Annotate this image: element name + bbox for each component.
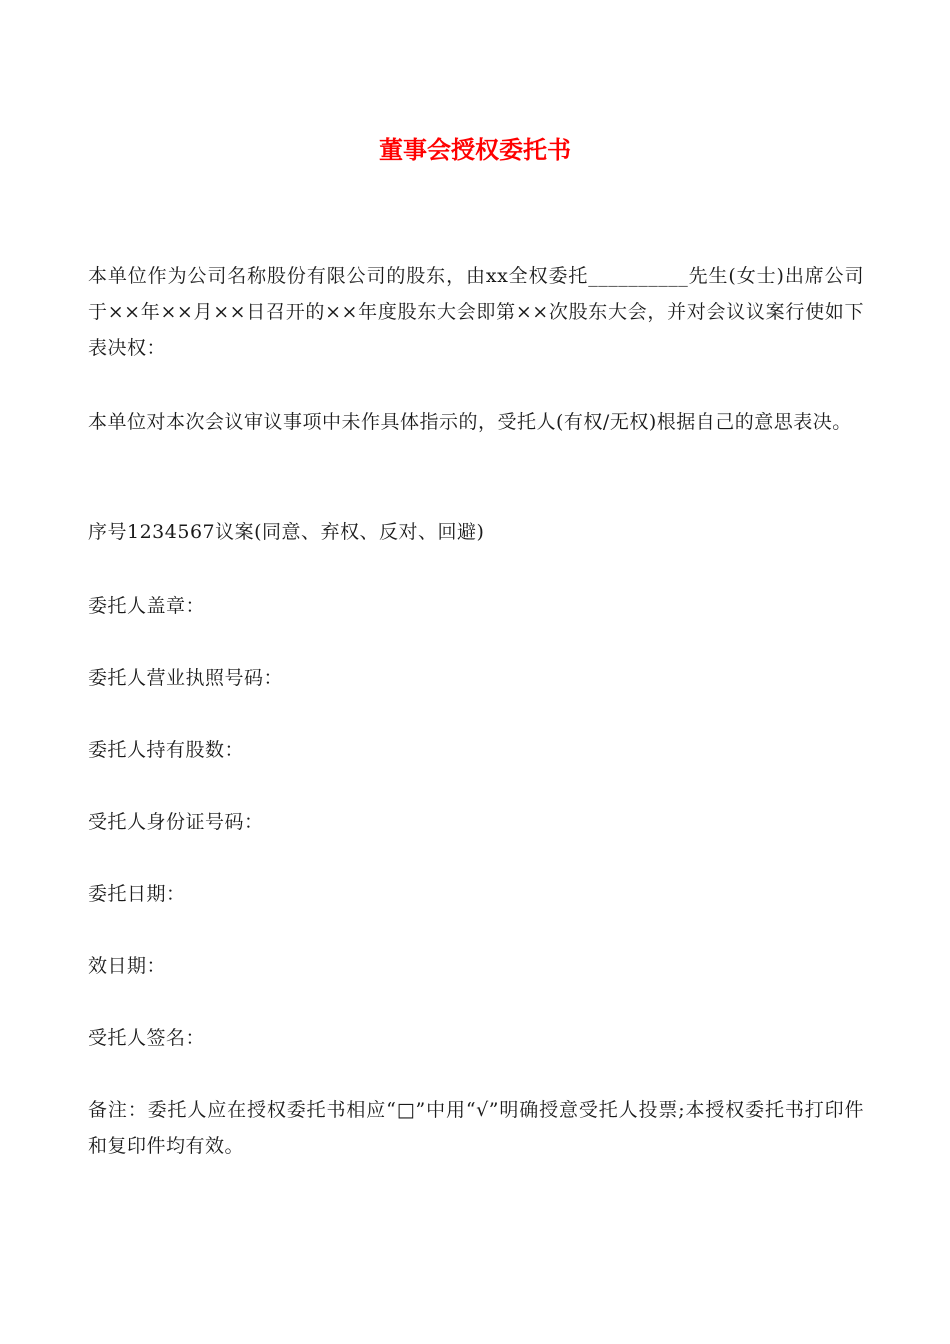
field-agent-signature: 受托人签名： (88, 1027, 206, 1049)
field-agent-id-number: 受托人身份证号码： (88, 811, 264, 833)
field-principal-seal: 委托人盖章： (88, 595, 206, 617)
authorization-paragraph: 本单位作为公司名称股份有限公司的股东，由xx全权委托__________先生(女士)出席公司于××年××月××日召开的××年度股东大会即第××次股东大会，并对会议议案行使如下表决权： (88, 265, 864, 359)
field-valid-date: 效日期： (88, 955, 167, 977)
field-license-number: 委托人营业执照号码： (88, 667, 284, 689)
field-authorization-date: 委托日期： (88, 883, 186, 905)
field-shares-held: 委托人持有股数： (88, 739, 245, 761)
voting-rights-paragraph: 本单位对本次会议审议事项中未作具体指示的，受托人(有权/无权)根据自己的意思表决。 (88, 411, 852, 433)
remarks-paragraph: 备注：委托人应在授权委托书相应“□”中用“√”明确授意受托人投票;本授权委托书打印件和复印件均有效。 (88, 1099, 864, 1157)
motions-paragraph: 序号1234567议案(同意、弃权、反对、回避) (88, 521, 485, 543)
document-title: 董事会授权委托书 (379, 136, 571, 164)
